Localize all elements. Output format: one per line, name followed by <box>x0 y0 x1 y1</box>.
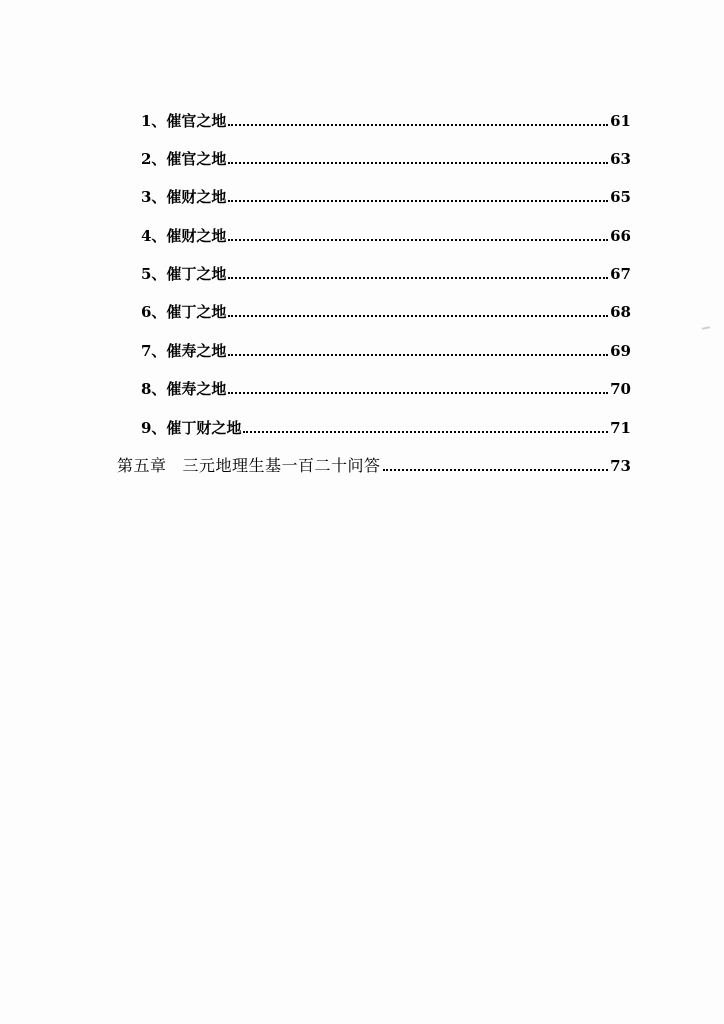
dot-leader <box>243 431 608 433</box>
toc-entry[interactable] <box>141 417 631 439</box>
dot-leader <box>228 200 608 202</box>
toc-entry-title: 4、催财之地 <box>141 227 227 245</box>
toc-entry-title: 3、催财之地 <box>141 188 227 206</box>
toc-entry-page: 63 <box>610 150 631 168</box>
dot-leader <box>228 277 608 279</box>
toc-chapter-entry[interactable] <box>117 455 631 477</box>
toc-entry[interactable] <box>141 186 631 208</box>
toc-entry[interactable] <box>141 301 631 323</box>
toc-entry-page: 69 <box>610 342 631 360</box>
toc-entry-page: 70 <box>610 380 631 398</box>
toc-entry-title: 1、催官之地 <box>141 112 227 130</box>
dot-leader <box>228 315 608 317</box>
toc-chapter-page: 73 <box>610 457 631 475</box>
toc-entry-page: 68 <box>610 303 631 321</box>
dot-leader <box>228 162 608 164</box>
toc-entry[interactable] <box>141 148 631 170</box>
toc-entry-page: 61 <box>610 112 631 130</box>
toc-entry-title: 8、催寿之地 <box>141 380 227 398</box>
toc-entry-page: 66 <box>610 227 631 245</box>
dot-leader <box>228 392 608 394</box>
toc-entry[interactable] <box>141 263 631 285</box>
toc-entry[interactable] <box>141 225 631 247</box>
dot-leader <box>228 354 608 356</box>
toc-chapter-title <box>117 455 381 477</box>
toc-entry-title: 5、催丁之地 <box>141 265 227 283</box>
toc-entry-page: 71 <box>610 419 631 437</box>
toc-entry[interactable] <box>141 378 631 400</box>
dot-leader <box>383 469 609 471</box>
toc-entry[interactable] <box>141 340 631 362</box>
toc-entry-title: 2、催官之地 <box>141 150 227 168</box>
dot-leader <box>228 124 608 126</box>
dot-leader <box>228 239 608 241</box>
toc-entry-page: 65 <box>610 188 631 206</box>
chapter-label: 第五章 <box>117 456 167 475</box>
chapter-name: 三元地理生基一百二十问答 <box>182 456 381 475</box>
toc-entry-title: 9、催丁财之地 <box>141 419 242 437</box>
toc-entry-page: 67 <box>610 265 631 283</box>
toc-entry[interactable] <box>141 110 631 132</box>
toc-entry-title: 6、催丁之地 <box>141 303 227 321</box>
scan-speck <box>702 326 710 330</box>
toc-entry-title: 7、催寿之地 <box>141 342 227 360</box>
